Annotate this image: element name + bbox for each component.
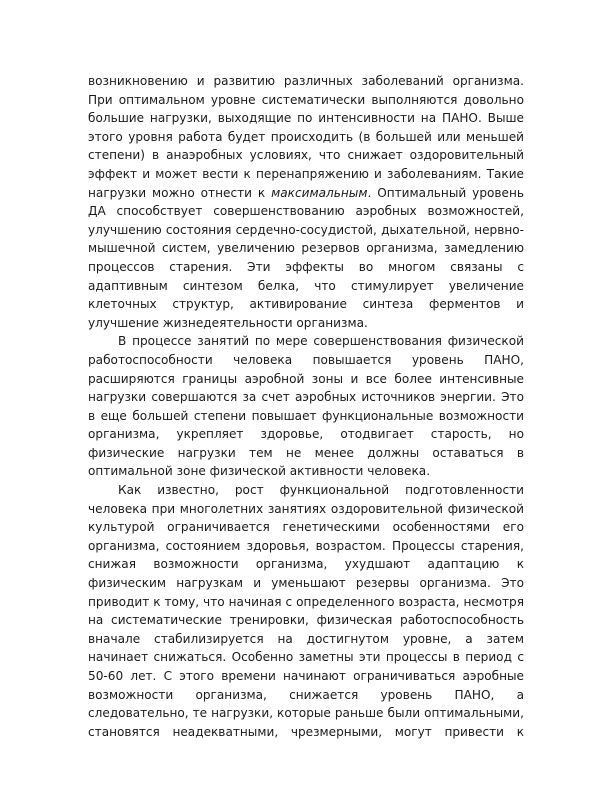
text-line: эффект и может вести к перенапряжению и заболеваниям. Такие	[88, 166, 524, 181]
text-line: физические нагрузки тем не менее должны оставаться в	[88, 445, 524, 460]
text-line: приводит к тому, что начиная с определенного возраста, несмотря	[88, 594, 524, 609]
text-line: адаптивным синтезом белка, что стимулирует увеличение	[88, 278, 524, 293]
text-line: степени) в анаэробных условиях, что снижает оздоровительный	[88, 148, 524, 163]
text-segment: . Оптимальный уровень	[367, 185, 524, 200]
text-line: этого уровня работа будет происходить (в большей или меньшей	[88, 129, 524, 144]
text-line: организма, укрепляет здоровье, отодвигает старость, но	[88, 427, 524, 442]
paragraph	[88, 72, 524, 332]
text-line: физическим нагрузкам и уменьшают резервы организма. Это	[88, 576, 524, 591]
text-line: большие нагрузки, выходящие по интенсивности на ПАНО. Выше	[88, 111, 524, 126]
text-segment: нагрузки можно отнести к	[88, 185, 272, 200]
text-line: следовательно, те нагрузки, которые раньше были оптимальными,	[88, 706, 524, 721]
text-line: вначале стабилизируется на достигнутом уровне, а затем	[88, 631, 524, 646]
text-line: При оптимальном уровне систематически выполняются довольно	[88, 92, 524, 107]
text-line: возможности организма, снижается уровень ПАНО, а	[88, 687, 524, 702]
text-line: становятся неадекватными, чрезмерными, могут привести к	[88, 724, 524, 739]
document-page	[88, 72, 524, 741]
text-line: ДА способствует совершенствованию аэробных возможностей,	[88, 204, 524, 219]
text-line: оптимальной зоне физической активности человека.	[88, 464, 431, 479]
text-line: нагрузки совершаются за счет аэробных источников энергии. Это	[88, 390, 524, 405]
text-line: расширяются границы аэробной зоны и все более интенсивные	[88, 371, 524, 386]
text-line: снижая возможности организма, ухудшают адаптацию к	[88, 557, 524, 572]
text-line: культурой ограничивается генетическими особенностями его	[88, 520, 524, 535]
emphasized-term: максимальным	[271, 185, 368, 200]
text-line: улучшение жизнедеятельности организма.	[88, 315, 368, 330]
text-line: начинает снижаться. Особенно заметны эти процессы в период с	[88, 650, 524, 665]
text-line: человека при многолетних занятиях оздоровительной физической	[88, 501, 524, 516]
text-line: улучшению состояния сердечно-сосудистой, дыхательной, нервно-	[88, 222, 524, 237]
text-line: 50-60 лет. С этого времени начинают ограничиваться аэробные	[88, 669, 524, 683]
paragraph	[88, 332, 524, 481]
text-line: на систематические тренировки, физическая работоспособность	[88, 613, 524, 628]
paragraph	[88, 481, 524, 741]
text-line: возникновению и развитию различных заболеваний организма.	[88, 74, 524, 88]
text-line: клеточных структур, активирование синтеза ферментов и	[88, 297, 524, 312]
text-line: работоспособности человека повышается уровень ПАНО,	[88, 352, 524, 367]
text-line	[88, 184, 524, 203]
text-line: мышечной систем, увеличению резервов организма, замедлению	[88, 241, 524, 256]
text-line: В процессе занятий по мере совершенствования физической	[118, 334, 524, 349]
text-line: организма, состоянием здоровья, возрастом. Процессы старения,	[88, 538, 524, 553]
text-line: Как известно, рост функциональной подготовленности	[118, 483, 524, 498]
text-line: процессов старения. Эти эффекты во многом связаны с	[88, 259, 524, 274]
text-line: в еще большей степени повышает функциональные возможности	[88, 408, 524, 423]
